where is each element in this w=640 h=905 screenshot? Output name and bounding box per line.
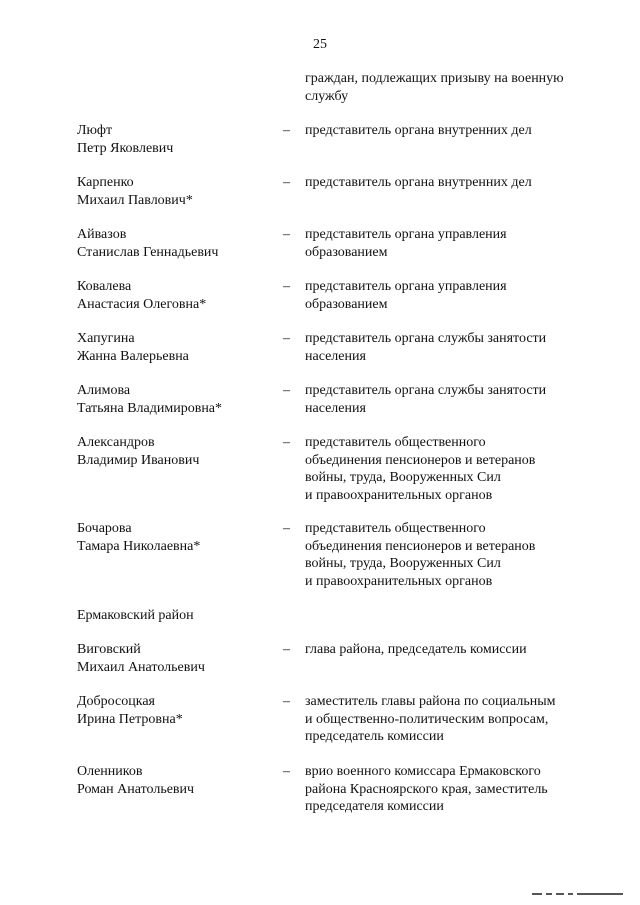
member-role — [305, 763, 605, 816]
member-role — [305, 693, 605, 746]
role-line: заместитель главы района по социальным — [305, 694, 556, 709]
member-role — [305, 226, 605, 261]
given-names: Татьяна Владимировна* — [77, 400, 223, 416]
surname: Айвазов — [77, 227, 127, 242]
role-line: представитель органа управления — [305, 227, 507, 242]
member-name — [77, 226, 277, 261]
member-role — [305, 641, 605, 659]
surname: Алимова — [77, 383, 131, 398]
footer-mark-segment — [556, 893, 564, 895]
continuation-line: граждан, подлежащих призыву на военную — [305, 71, 564, 86]
member-name — [77, 434, 277, 469]
role-line: представитель общественного — [305, 435, 486, 450]
member-name — [77, 763, 277, 798]
member-role — [305, 330, 605, 365]
dash: – — [283, 279, 290, 294]
member-name — [77, 330, 277, 365]
role-line: объединения пенсионеров и ветеранов — [305, 452, 536, 468]
given-names: Роман Анатольевич — [77, 781, 195, 797]
surname: Карпенко — [77, 175, 134, 190]
role-line: образованием — [305, 296, 388, 312]
dash: – — [283, 764, 290, 779]
member-role — [305, 278, 605, 313]
surname: Бочарова — [77, 521, 132, 536]
member-name — [77, 641, 277, 676]
role-line: войны, труда, Вооруженных Сил — [305, 556, 501, 571]
continuation-text — [305, 70, 605, 105]
dash: – — [283, 227, 290, 242]
member-role — [305, 382, 605, 417]
footer-mark-segment — [568, 893, 573, 895]
surname: Люфт — [77, 123, 113, 138]
given-names: Тамара Николаевна* — [77, 538, 201, 554]
role-line: председателя комиссии — [305, 799, 444, 814]
role-line: населения — [305, 348, 366, 364]
dash: – — [283, 383, 290, 398]
role-line: врио военного комиссара Ермаковского — [305, 764, 541, 779]
scan-footer-mark — [532, 893, 624, 897]
role-line: глава района, председатель комиссии — [305, 642, 527, 657]
role-line: населения — [305, 400, 366, 416]
dash: – — [283, 521, 290, 536]
dash: – — [283, 435, 290, 450]
member-role — [305, 520, 605, 590]
role-line: района Красноярского края, заместитель — [305, 781, 548, 797]
role-line: и правоохранительных органов — [305, 487, 493, 503]
given-names: Ирина Петровна* — [77, 711, 183, 727]
dash: – — [283, 642, 290, 657]
dash: – — [283, 175, 290, 190]
given-names: Михаил Анатольевич — [77, 659, 205, 675]
role-line: образованием — [305, 244, 388, 260]
given-names: Владимир Иванович — [77, 452, 200, 468]
member-name — [77, 174, 277, 209]
page-number: 25 — [313, 37, 327, 52]
district-heading: Ермаковский район — [77, 608, 194, 623]
role-line: представитель общественного — [305, 521, 486, 536]
surname: Оленников — [77, 764, 143, 779]
surname: Хапугина — [77, 331, 135, 346]
given-names: Анастасия Олеговна* — [77, 296, 207, 312]
given-names: Петр Яковлевич — [77, 140, 174, 156]
footer-mark-segment — [532, 893, 542, 895]
surname: Ковалева — [77, 279, 132, 294]
continuation-line: службу — [305, 88, 349, 104]
dash: – — [283, 331, 290, 346]
surname: Добросоцкая — [77, 694, 155, 709]
role-line: войны, труда, Вооруженных Сил — [305, 470, 501, 485]
dash: – — [283, 123, 290, 138]
footer-mark-segment — [546, 893, 552, 895]
surname: Александров — [77, 435, 155, 450]
role-line: представитель органа внутренних дел — [305, 175, 532, 190]
role-line: представитель органа внутренних дел — [305, 123, 532, 138]
role-line: и правоохранительных органов — [305, 573, 493, 589]
role-line: председатель комиссии — [305, 729, 444, 744]
role-line: представитель органа службы занятости — [305, 383, 547, 398]
member-name — [77, 520, 277, 555]
member-name — [77, 693, 277, 728]
role-line: и общественно-политическим вопросам, — [305, 711, 549, 727]
role-line: объединения пенсионеров и ветеранов — [305, 538, 536, 554]
footer-mark-segment — [577, 893, 623, 895]
member-role — [305, 174, 605, 192]
role-line: представитель органа службы занятости — [305, 331, 547, 346]
member-role — [305, 434, 605, 504]
dash: – — [283, 694, 290, 709]
member-name — [77, 278, 277, 313]
given-names: Станислав Геннадьевич — [77, 244, 219, 260]
given-names: Жанна Валерьевна — [77, 348, 189, 364]
member-role — [305, 122, 605, 140]
surname: Виговский — [77, 642, 141, 657]
member-name — [77, 382, 277, 417]
member-name — [77, 122, 277, 157]
role-line: представитель органа управления — [305, 279, 507, 294]
given-names: Михаил Павлович* — [77, 192, 193, 208]
